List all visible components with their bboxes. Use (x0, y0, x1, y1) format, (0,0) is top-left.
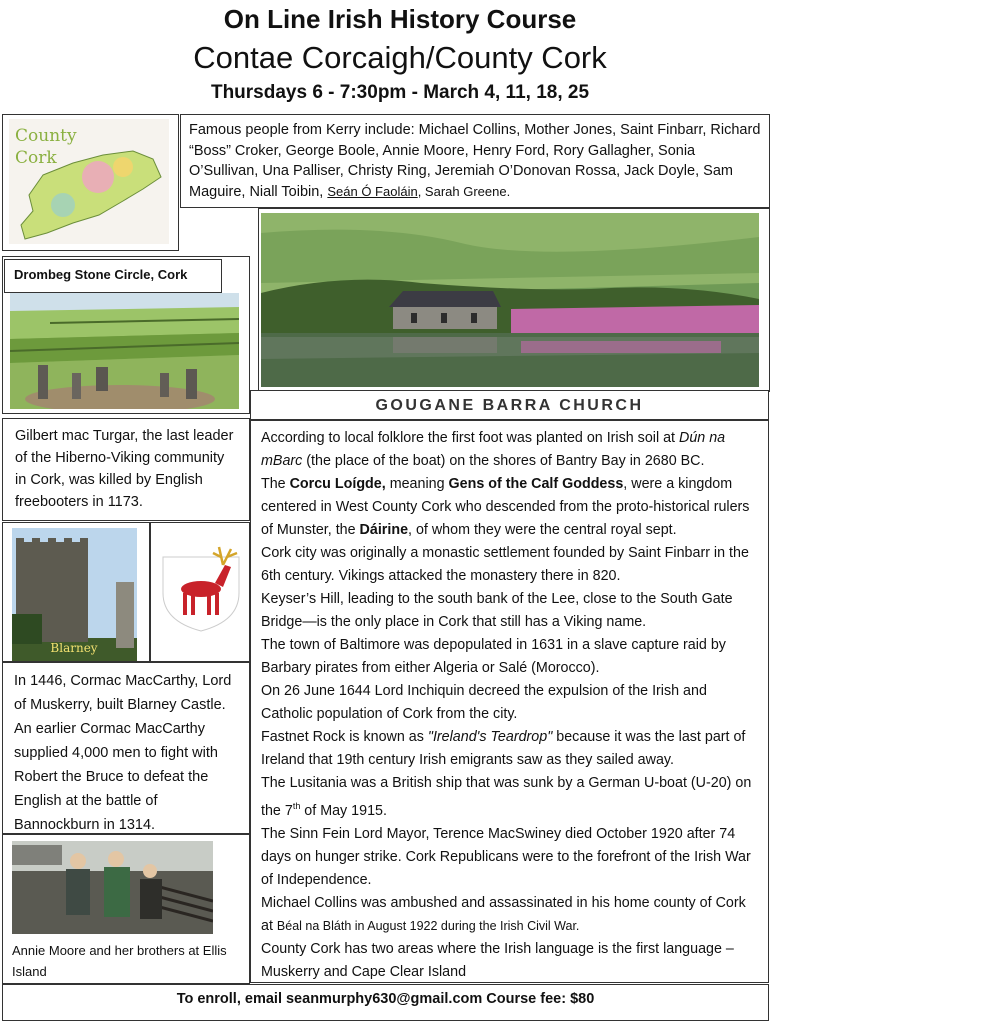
para-baltimore: The town of Baltimore was depopulated in 1631 in a slave capture raid by Barbary pirates from either Algeria or Salé (Morocco). (261, 637, 726, 676)
dairine: Dáirine (359, 522, 409, 538)
para-folklore-text-2: (the place of the boat) on the shores of Bantry Bay in 2680 BC. (302, 453, 705, 469)
para-cork-city: Cork city was originally a monastic settlement founded by Saint Finbarr in the 6th century. Vikings attacked the monastery there in 820. (261, 545, 749, 584)
famous-people-box (180, 114, 770, 208)
gilbert-box: Gilbert mac Turgar, the last leader of the Hiberno-Viking community in Cork, was killed by English freebooters in 1173. (2, 418, 250, 521)
para-corcu-text-2: meaning (385, 476, 449, 492)
para-macswiney: The Sinn Fein Lord Mayor, Terence MacSwiney died October 1920 after 74 days on hunger strike. Cork Republicans were to the forefront of the Irish War of Independence. (261, 825, 751, 888)
para-fastnet-text: Fastnet Rock is known as (261, 729, 428, 745)
cormac-maccarthy-box: In 1446, Cormac MacCarthy, Lord of Muskerry, built Blarney Castle. An earlier Cormac MacCarthy supplied 4,000 men to fight with Robert the Bruce to defeat the English at the battle of Bannockburn in 1314. (2, 662, 250, 834)
main-history-text (250, 420, 769, 983)
course-title: On Line Irish History Course (223, 4, 577, 34)
schedule-line: Thursdays 6 - 7:30pm - March 4, 11, 18, 25 (210, 82, 590, 103)
para-corcu-text: The (261, 476, 290, 492)
blarney-castle-photo (12, 528, 137, 661)
para-inchiquin: On 26 June 1644 Lord Inchiquin decreed the expulsion of the Irish and Catholic population of Cork from the city. (261, 683, 707, 722)
para-collins (261, 892, 758, 938)
crest-frame (150, 522, 250, 662)
para-fastnet (261, 726, 758, 772)
para-keyser: Keyser’s Hill, leading to the south bank of the Lee, close to the South Gate Bridge—is the only place in Cork that still has a Viking name. (261, 591, 733, 630)
para-folklore (261, 427, 758, 473)
para-collins-text: Michael Collins was ambushed and assassinated in his home county of Cork at (261, 894, 746, 934)
enroll-footer: To enroll, email seanmurphy630@gmail.com Course fee: $80 (2, 984, 769, 1021)
para-corcu-text-3: , were a kingdom centered in West County Cork who descended from the proto-historical rulers of Munster, the (261, 476, 750, 538)
drombeg-label: Drombeg Stone Circle, Cork (4, 259, 222, 293)
corcu-loigde: Corcu Loígde, (289, 476, 386, 492)
map-label-cork: Cork (15, 148, 57, 168)
drombeg-stone-circle-photo (10, 293, 239, 409)
para-lusitania-text: The Lusitania was a British ship that was sunk by a German U-boat (U-20) on the 7 (261, 775, 752, 819)
sean-o-faolain-link[interactable]: Seán Ó Faoláin (327, 183, 418, 199)
para-lusitania (261, 772, 758, 823)
annie-moore-caption: Annie Moore and her brothers at Ellis Island (12, 943, 227, 979)
famous-people-text: Famous people from Kerry include: Michael Collins, Mother Jones, Saint Finbarr, Richard “Boss” Croker, George Boole, Annie Moore, Henry Ford, Rory Gallagher, Sonia O’Sullivan, Una Palliser, Christy Ring, Jeremiah O’Donovan Rossa, Jack Doyle, Sam Maguire, Niall Toibin, (189, 122, 761, 200)
para-lusitania-text-2: of May 1915. (300, 802, 387, 819)
para-fastnet-text-2: because it was the last part of Ireland that 19th century Irish emigrants saw as they sailed away. (261, 729, 746, 768)
church-label: GOUGANE BARRA CHURCH (250, 390, 769, 420)
annie-moore-photo (12, 841, 213, 934)
dun-na-mbarc: Dún na mBarc (261, 430, 726, 469)
para-corcu (261, 473, 758, 542)
para-folklore-text: According to local folklore the first foot was planted on Irish soil at (261, 430, 679, 446)
county-subtitle: Contae Corcaigh/County Cork (193, 40, 607, 75)
famous-people-tail: , Sarah Greene. (417, 183, 511, 199)
para-language: County Cork has two areas where the Irish language is the first language – Muskerry and Cape Clear Island (261, 940, 734, 980)
gougane-barra-church-photo (261, 213, 759, 387)
irelands-teardrop: "Ireland's Teardrop" (427, 729, 553, 745)
map-label-county: County (15, 126, 77, 146)
ordinal-suffix: th (292, 801, 301, 811)
para-collins-text-2: Béal na Bláth in August 1922 during the Irish Civil War. (276, 918, 580, 933)
para-corcu-text-4: , of whom they were the central royal sept. (408, 522, 677, 538)
blarney-caption: Blarney (50, 641, 98, 655)
gens-calf-goddess: Gens of the Calf Goddess (448, 476, 624, 492)
county-cork-map (2, 114, 179, 251)
